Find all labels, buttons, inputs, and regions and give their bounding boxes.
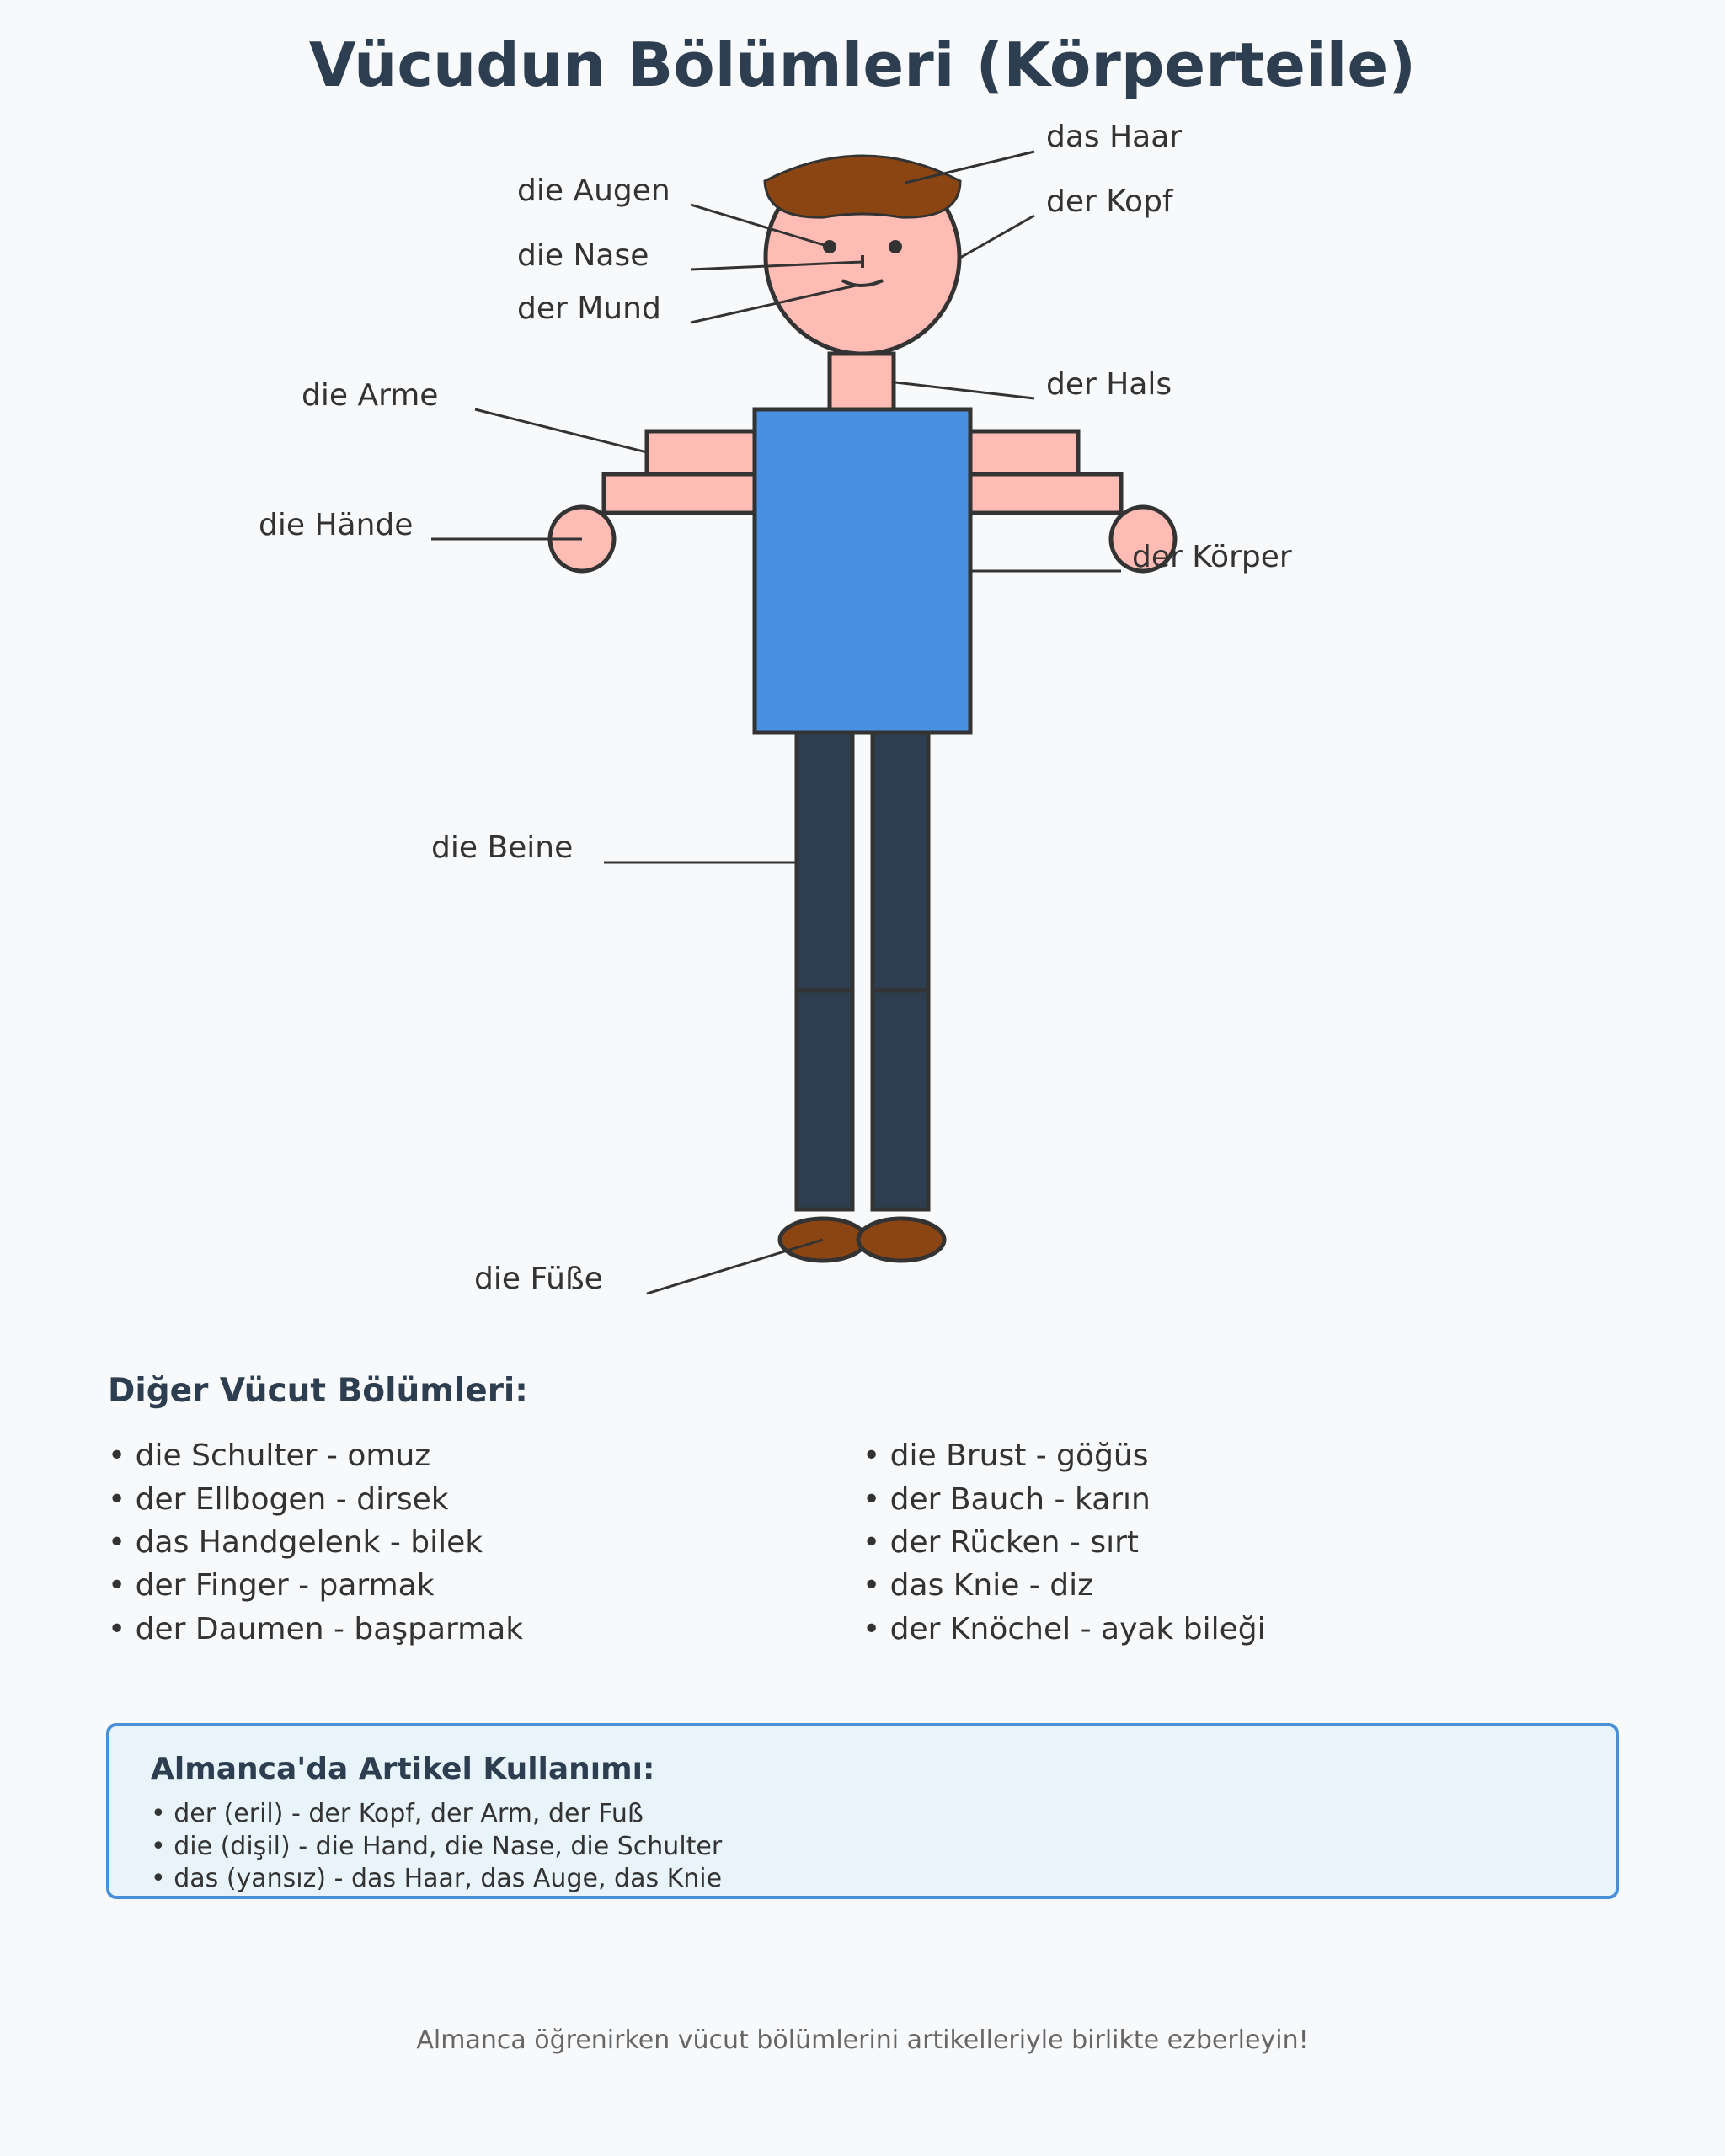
label-fuesse: die Füße <box>474 1262 603 1296</box>
other-parts-left-item: • die Schulter - omuz <box>108 1438 431 1473</box>
label-nase: die Nase <box>517 238 649 273</box>
label-haar: das Haar <box>1046 120 1183 154</box>
label-koerper: der Körper <box>1132 540 1292 574</box>
figure-eye-right <box>889 240 902 253</box>
other-parts-left-item: • der Daumen - başparmak <box>108 1612 524 1646</box>
label-haende: die Hände <box>259 508 414 542</box>
other-parts-left-item: • das Handgelenk - bilek <box>108 1525 483 1560</box>
other-parts-right-item: • der Bauch - karın <box>862 1482 1151 1517</box>
label-beine: die Beine <box>431 830 574 865</box>
article-box-line: • die (dişil) - die Hand, die Nase, die Schulter <box>151 1832 723 1861</box>
other-parts-right-item: • der Knöchel - ayak bileği <box>862 1612 1266 1646</box>
label-kopf: der Kopf <box>1046 184 1173 219</box>
other-parts-right-item: • die Brust - göğüs <box>862 1438 1149 1473</box>
label-mund: der Mund <box>517 291 661 326</box>
figure-leg-left-upper <box>797 733 852 990</box>
other-parts-left-item: • der Ellbogen - dirsek <box>108 1482 449 1517</box>
figure-neck <box>830 354 894 411</box>
figure-upper-arm-right <box>969 431 1078 475</box>
other-parts-right-item: • der Rücken - sırt <box>862 1525 1140 1560</box>
other-parts-left-item: • der Finger - parmak <box>108 1568 435 1603</box>
figure-leg-right-upper <box>873 733 928 990</box>
figure-forearm-left <box>604 474 756 513</box>
figure-leg-right-lower <box>873 990 928 1209</box>
other-parts-title: Diğer Vücut Bölümleri: <box>108 1372 528 1410</box>
article-box-line: • der (eril) - der Kopf, der Arm, der Fuß <box>151 1799 644 1828</box>
other-parts-right-item: • das Knie - diz <box>862 1568 1093 1603</box>
article-box-line: • das (yansız) - das Haar, das Auge, das Knie <box>151 1864 723 1893</box>
page-title: Vücudun Bölümleri (Körperteile) <box>308 29 1417 100</box>
footer-note: Almanca öğrenirken vücut bölümlerini artikelleriyle birlikte ezberleyin! <box>416 2025 1309 2055</box>
figure-torso <box>755 409 970 733</box>
figure-leg-left-lower <box>797 990 852 1209</box>
figure-upper-arm-left <box>647 431 756 475</box>
label-arme: die Arme <box>302 378 439 413</box>
label-augen: die Augen <box>517 173 670 208</box>
figure-forearm-right <box>969 474 1121 513</box>
figure-foot-right <box>858 1219 944 1261</box>
article-info-box <box>108 1725 1617 1897</box>
label-hals: der Hals <box>1046 367 1172 402</box>
article-box-title: Almanca'da Artikel Kullanımı: <box>151 1752 655 1786</box>
